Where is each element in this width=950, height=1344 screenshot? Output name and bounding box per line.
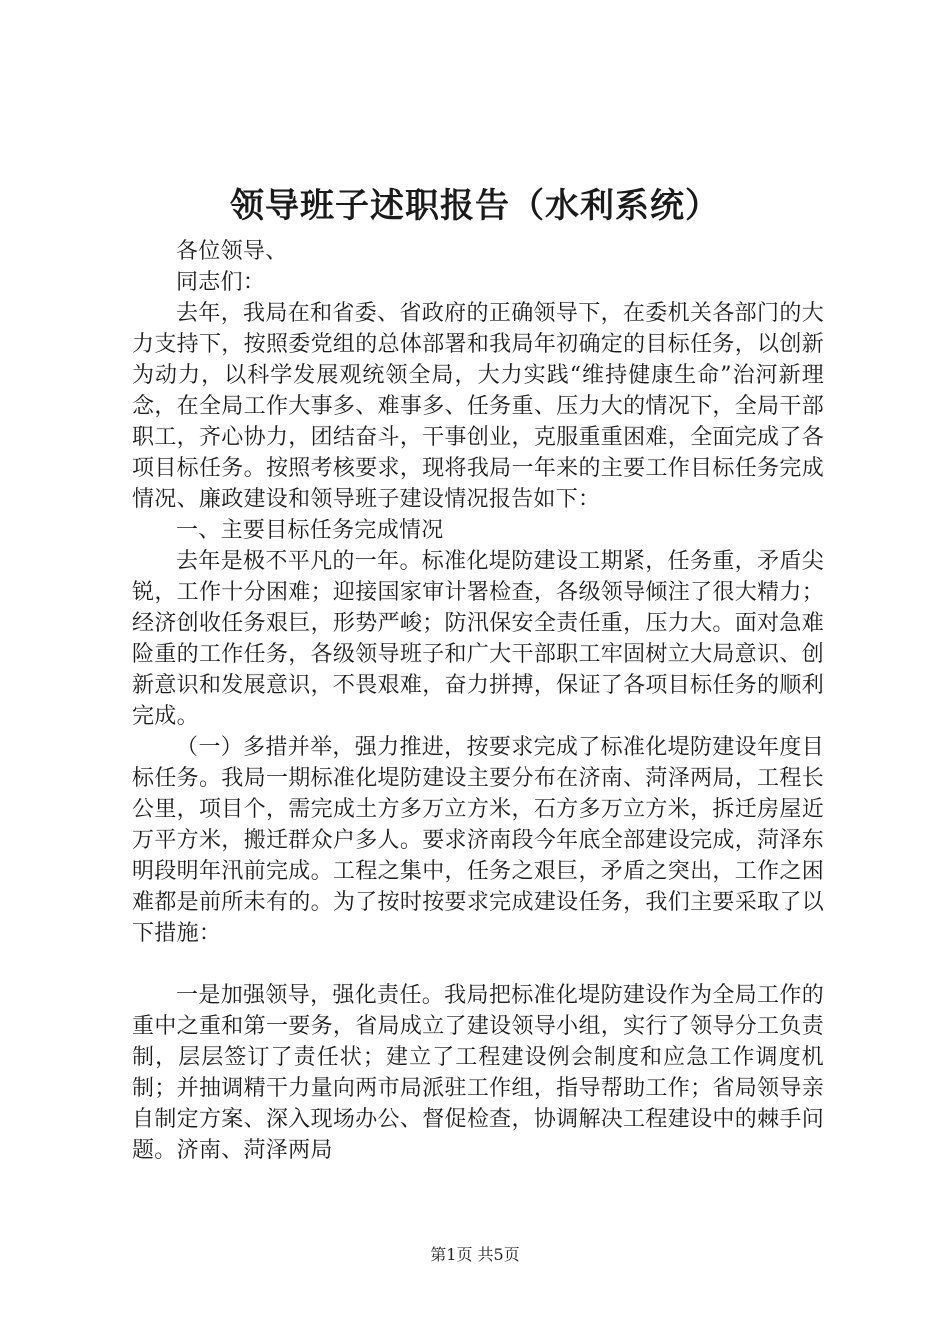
salutation-line-1: 各位领导、 (176, 239, 288, 264)
page-title: 领导班子述职报告（水利系统） (230, 186, 720, 226)
page-footer: 第1页 共5页 (430, 1245, 520, 1264)
measures-paragraph: 一是加强领导，强化责任。我局把标准化堤防建设作为全局工作的重中之重和第一要务，省局成立了建设领导小组，实行了领导分工负责制，层层签订了责任状；建立了工程建设例会制度和应急工作调度机制；并抽调精干力量向两市局派驻工作组，指导帮助工作；省局领导亲自制定方案、深入现场办公、督促检查，协调解决工程建设中的棘手问题。济南、菏泽两局 (132, 983, 824, 1163)
subsection-paragraph: （一）多措并举，强力推进，按要求完成了标准化堤防建设年度目标任务。我局一期标准化堤防建设主要分布在济南、菏泽两局，工程长公里，项目个，需完成土方多万立方米，石方多万立方米，拆迁房屋近万平方米，搬迁群众户多人。要求济南段今年底全部建设完成，菏泽东明段明年汛前完成。工程之集中，任务之艰巨，矛盾之突出，工作之困难都是前所未有的。为了按时按要求完成建设任务，我们主要采取了以下措施： (132, 735, 824, 946)
document-body (132, 236, 824, 1166)
section-heading: 一、主要目标任务完成情况 (176, 518, 444, 543)
intro-paragraph: 去年，我局在和省委、省政府的正确领导下，在委机关各部门的大力支持下，按照委党组的总体部署和我局年初确定的目标任务，以创新为动力，以科学发展观统领全局，大力实践“维持健康生命”治河新理念，在全局工作大事多、难事多、任务重、压力大的情况下，全局干部职工，齐心协力，团结奋斗，干事创业，克服重重困难，全面完成了各项目标任务。按照考核要求，现将我局一年来的主要工作目标任务完成情况、廉政建设和领导班子建设情况报告如下： (132, 301, 824, 512)
overview-paragraph: 去年是极不平凡的一年。标准化堤防建设工期紧，任务重，矛盾尖锐，工作十分困难；迎接国家审计署检查，各级领导倾注了很大精力；经济创收任务艰巨，形势严峻；防汛保安全责任重，压力大。面对急难险重的工作任务，各级领导班子和广大干部职工牢固树立大局意识、创新意识和发展意识，不畏艰难，奋力拼搏，保证了各项目标任务的顺利完成。 (132, 549, 824, 729)
salutation-line-2: 同志们： (176, 270, 266, 295)
